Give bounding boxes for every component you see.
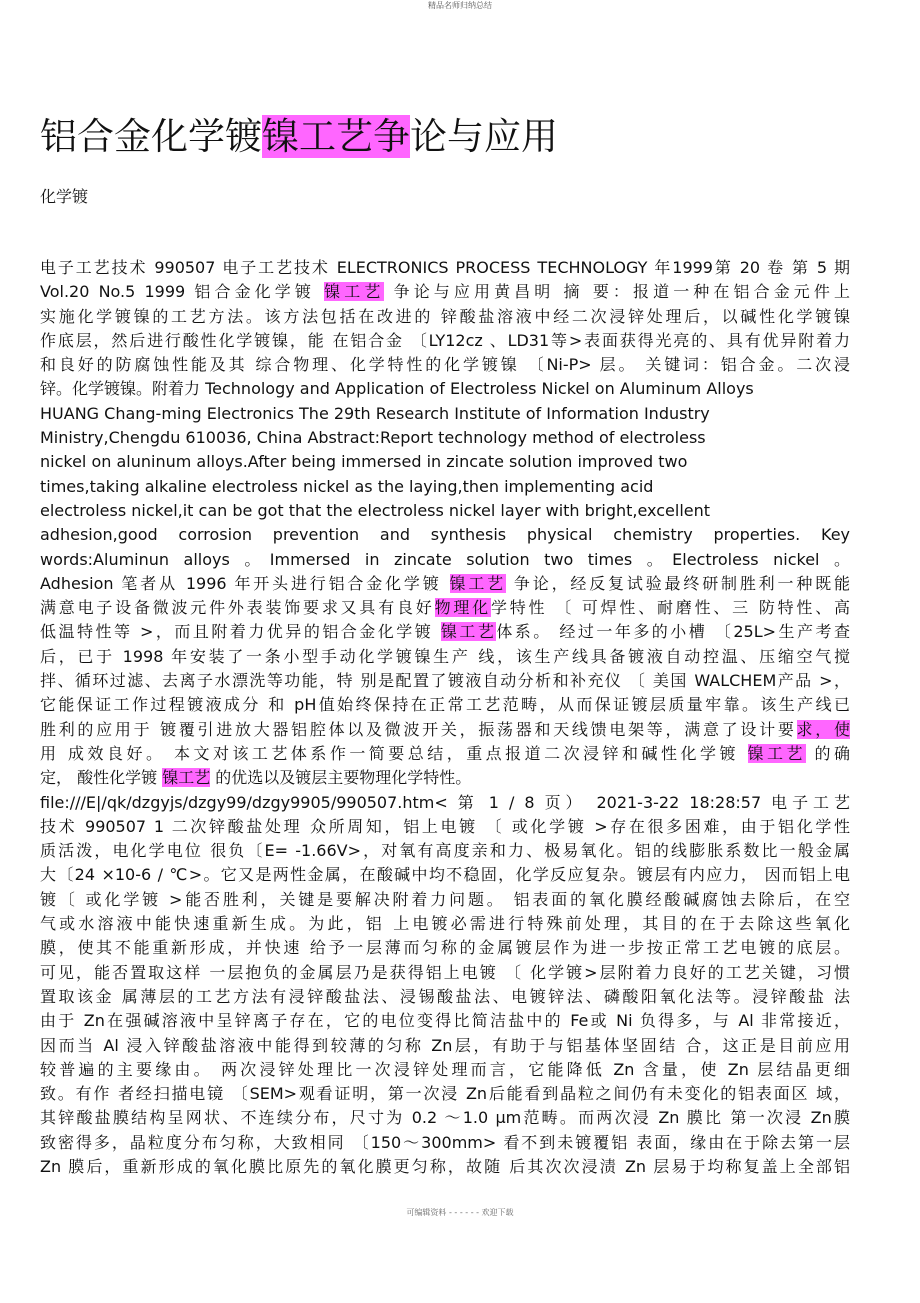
document-title bbox=[40, 112, 558, 162]
text-line bbox=[40, 839, 850, 863]
highlighted-text: 镍工艺 bbox=[440, 622, 497, 642]
document-subtitle: 化学镀 bbox=[40, 187, 89, 206]
text-line bbox=[40, 548, 850, 572]
text-segment: 体系。 经过一年多的小槽 〔25L>生产考查 bbox=[496, 622, 850, 642]
text-line bbox=[40, 523, 850, 547]
text-line bbox=[40, 402, 850, 426]
text-segment: 质活泼，电化学电位 很负〔E= -1.66V>，对氧有高度亲和力、极易氧化。铝的线膨胀系数比一般金属 bbox=[40, 841, 850, 861]
highlighted-text: 镍工艺 bbox=[449, 573, 506, 593]
document-body bbox=[40, 256, 850, 1179]
text-line bbox=[40, 426, 850, 450]
text-line bbox=[40, 888, 850, 912]
text-segment: electroless nickel,it can be got that the electroless nickel layer with bright,excellent bbox=[40, 500, 711, 520]
text-line bbox=[40, 718, 850, 742]
text-segment: 争论，经反复试验最终研制胜利一种既能 bbox=[506, 573, 850, 593]
text-line bbox=[40, 1009, 850, 1033]
text-segment: 锌。化学镀镍。附着力 Technology and Application of Electroless Nickel on Aluminum Alloys bbox=[40, 379, 754, 399]
text-segment: 作底层，然后进行酸性化学镀镍，能 在铝合金 〔LY12cz 、LD31等>表面获得光亮的、具有优异附着力 bbox=[40, 330, 850, 350]
text-line bbox=[40, 499, 850, 523]
text-segment: Zn 膜后，重新形成的氧化膜比原先的氧化膜更匀称，故随 后其次次浸渍 Zn 层易于均称复盖上全部铝 bbox=[40, 1156, 850, 1176]
text-segment: Ministry,Chengdu 610036, China Abstract:Report technology method of electroless bbox=[40, 428, 706, 448]
text-line bbox=[40, 377, 850, 401]
text-segment: 争论与应用黄昌明 摘 要：报道一种在铝合金元件上 bbox=[384, 282, 850, 302]
text-line bbox=[40, 1058, 850, 1082]
text-segment: HUANG Chang-ming Electronics The 29th Research Institute of Information Industry bbox=[40, 403, 710, 423]
text-line bbox=[40, 961, 850, 985]
highlighted-text: 镍工艺 bbox=[324, 282, 385, 302]
text-segment: 因而当 Al 浸入锌酸盐溶液中能得到较薄的匀称 Zn层，有助于与铝基体坚固结 合，这正是目前应用 bbox=[40, 1035, 850, 1055]
title-part: 铝合金化学镀 bbox=[40, 115, 262, 158]
text-line bbox=[40, 1106, 850, 1130]
text-segment: words:Aluminun alloys 。Immersed in zincate solution two times 。Electroless nickel 。 bbox=[40, 549, 850, 569]
text-segment: 膜，使其不能重新形成，并快速 给予一层薄而匀称的金属镀层作为进一步按正常工艺电镀的底层。 bbox=[40, 938, 850, 958]
text-segment: 后，已于 1998 年安装了一条小型手动化学镀镍生产 线，该生产线具备镀液自动控温、压缩空气搅 bbox=[40, 646, 850, 666]
page-header-watermark: 精品名师归纳总结 bbox=[428, 1, 492, 10]
text-segment: 的优选以及镀层主要物理化学特性。 bbox=[210, 768, 472, 788]
text-segment: 镀〔 或化学镀 >能否胜利，关键是要解决附着力问题。 铝表面的氧化膜经酸碱腐蚀去除后，在空 bbox=[40, 889, 850, 909]
text-line bbox=[40, 280, 850, 304]
text-line bbox=[40, 596, 850, 620]
text-segment: 致密得多，晶粒度分布匀称，大致相同 〔150～300mm> 看不到未镀覆铝 表面，缘由在于除去第一层 bbox=[40, 1132, 850, 1152]
text-segment: 学特性 〔 可焊性、耐磨性、三 防特性、高 bbox=[490, 598, 850, 618]
text-segment: 电子工艺技术 990507 电子工艺技术 ELECTRONICS PROCESS TECHNOLOGY 年1999第 20 卷 第 5 期 bbox=[40, 258, 850, 277]
text-segment: 置取该金 属薄层的工艺方法有浸锌酸盐法、浸锡酸盐法、电镀锌法、磷酸阳氧化法等。浸锌酸盐 法 bbox=[40, 986, 850, 1006]
text-segment: 技术 990507 1 二次锌酸盐处理 众所周知，铝上电镀 〔 或化学镀 >存在很多困难，由于铝化学性 bbox=[40, 816, 850, 836]
text-segment: 拌、循环过滤、去离子水漂洗等功能，特 别是配置了镀液自动分析和补充仪 〔 美国 WALCHEM产品 >， bbox=[40, 671, 850, 691]
text-segment: 其锌酸盐膜结构呈网状、不连续分布，尺寸为 0.2 ～1.0 μm范畴。而两次浸 Zn 膜比 第一次浸 Zn膜 bbox=[40, 1108, 850, 1128]
title-highlight: 镍工艺争 bbox=[262, 115, 410, 158]
text-line bbox=[40, 645, 850, 669]
text-line bbox=[40, 815, 850, 839]
text-line bbox=[40, 693, 850, 717]
text-line bbox=[40, 1034, 850, 1058]
text-line bbox=[40, 620, 850, 644]
highlighted-text: 物理化 bbox=[434, 598, 491, 618]
text-segment: 低温特性等 >，而且附着力优异的铝合金化学镀 bbox=[40, 622, 441, 642]
page-footer: 可编辑资料 - - - - - - 欢迎下载 bbox=[406, 1208, 514, 1217]
text-segment: 实施化学镀镍的工艺方法。该方法包括在改进的 锌酸盐溶液中经二次浸锌处理后，以碱性化学镀镍 bbox=[40, 306, 850, 326]
text-line bbox=[40, 329, 850, 353]
text-line bbox=[40, 669, 850, 693]
text-line bbox=[40, 475, 850, 499]
text-line bbox=[40, 450, 850, 474]
text-segment: 大〔24 ×10-6 / ℃>。它又是两性金属，在酸碱中均不稳固，化学反应复杂。镀层有内应力， 因而铝上电 bbox=[40, 865, 850, 885]
text-line bbox=[40, 256, 850, 280]
text-segment: 致。有作 者经扫描电镜 〔SEM>观看证明，第一次浸 Zn后能看到晶粒之间仍有未变化的铝表面区 域， bbox=[40, 1084, 850, 1104]
text-line bbox=[40, 936, 850, 960]
text-segment: Vol.20 No.5 1999 铝合金化学镀 bbox=[40, 282, 325, 302]
text-segment: adhesion,good corrosion prevention and synthesis physical chemistry properties. Key bbox=[40, 525, 850, 545]
text-line bbox=[40, 1082, 850, 1106]
text-segment: 胜利的应用于 镀覆引进放大器铝腔体以及微波开关，振荡器和天线馈电架等，满意了设计要 bbox=[40, 719, 797, 739]
text-segment: 较普遍的主要缘由。 两次浸锌处理比一次浸锌处理而言，它能降低 Zn 含量，使 Zn 层结晶更细 bbox=[40, 1059, 850, 1079]
text-segment: 可见，能否置取这样 一层抱负的金属层乃是获得铝上电镀 〔 化学镀>层附着力良好的工艺关键，习惯 bbox=[40, 962, 850, 982]
text-segment: Adhesion 笔者从 1996 年开头进行铝合金化学镀 bbox=[40, 573, 450, 593]
text-segment: file:///E|/qk/dzgyjs/dzgy99/dzgy9905/990507.htm< 第 1 / 8 页） 2021-3-22 18:28:57 电子工艺 bbox=[40, 792, 850, 812]
text-line bbox=[40, 863, 850, 887]
text-line bbox=[40, 572, 850, 596]
highlighted-text: 镍工艺 bbox=[162, 768, 211, 788]
text-line bbox=[40, 353, 850, 377]
text-line bbox=[40, 1155, 850, 1179]
text-segment: 定， 酸性化学镀 bbox=[40, 768, 163, 788]
text-line bbox=[40, 742, 850, 766]
text-line bbox=[40, 766, 850, 790]
highlighted-text: 求，使 bbox=[796, 719, 850, 739]
text-line bbox=[40, 305, 850, 329]
text-segment: 气或水溶液中能快速重新生成。为此，铝 上电镀必需进行特殊前处理，其目的在于去除这些氧化 bbox=[40, 914, 850, 934]
text-line bbox=[40, 791, 850, 815]
highlighted-text: 镍工艺 bbox=[747, 743, 806, 763]
title-part: 论与应用 bbox=[410, 115, 558, 158]
text-segment: 和良好的防腐蚀性能及其 综合物理、化学特性的化学镀镍 〔Ni-P> 层。 关键词：铝合金。二次浸 bbox=[40, 355, 850, 375]
text-line bbox=[40, 1131, 850, 1155]
text-segment: 用 成效良好。 本文对该工艺体系作一简要总结，重点报道二次浸锌和碱性化学镀 bbox=[40, 743, 748, 763]
text-line bbox=[40, 912, 850, 936]
text-line bbox=[40, 985, 850, 1009]
text-segment: 的确 bbox=[805, 743, 850, 763]
text-segment: 它能保证工作过程镀液成分 和 pH值始终保持在正常工艺范畴，从而保证镀层质量牢靠。该生产线已 bbox=[40, 695, 850, 715]
text-segment: times,taking alkaline electroless nickel as the laying,then implementing acid bbox=[40, 476, 654, 496]
text-segment: 满意电子设备微波元件外表装饰要求又具有良好 bbox=[40, 598, 435, 618]
text-segment: nickel on aluninum alloys.After being immersed in zincate solution improved two bbox=[40, 452, 688, 472]
text-segment: 由于 Zn在强碱溶液中呈锌离子存在，它的电位变得比简洁盐中的 Fe或 Ni 负得多，与 Al 非常接近， bbox=[40, 1011, 850, 1031]
